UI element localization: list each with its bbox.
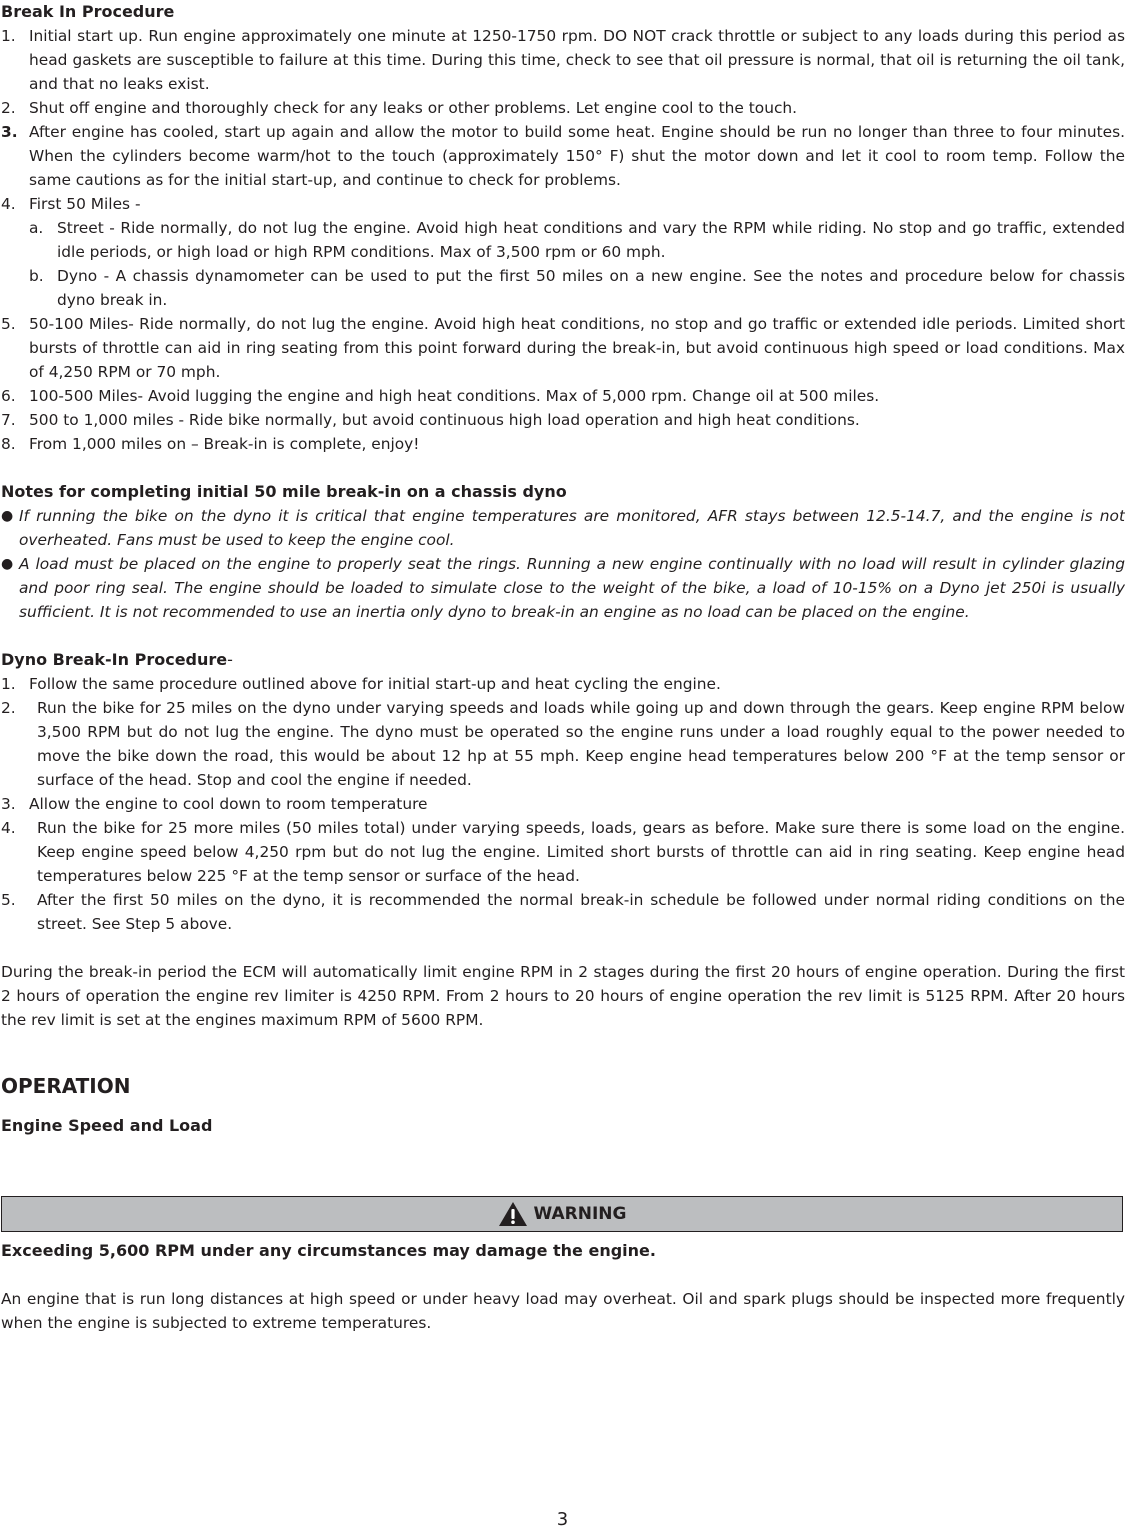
spacer <box>1 624 1125 648</box>
break-in-substep: a. Street - Ride normally, do not lug the engine. Avoid high heat conditions and vary the RPM while riding. No stop and go traffic, extended idle periods, or high load or high RPM conditions. Max of 3,500 rpm or 60 mph. <box>29 219 1125 261</box>
warning-label: WARNING <box>533 1204 627 1224</box>
break-in-step: 8. From 1,000 miles on – Break-in is complete, enjoy! <box>1 435 420 453</box>
warning-body <box>1 1239 1125 1335</box>
spacer <box>1 1263 1125 1287</box>
ecm-paragraph: During the break-in period the ECM will automatically limit engine RPM in 2 stages during the first 20 hours of engine operation. During the first 2 hours of operation the engine rev limiter is 4250 RPM. From 2 hours to 20 hours of engine operation the rev limit is 5125 RPM. After 20 hours the rev limit is set at the engines maximum RPM of 5600 RPM. <box>1 963 1125 1029</box>
notes-bullet: ● If running the bike on the dyno it is critical that engine temperatures are monitored, AFR stays between 12.5-14.7, and the engine is not overheated. Fans must be used to keep the engine cool. <box>1 504 1125 552</box>
break-in-step: 5. 50-100 Miles- Ride normally, do not lug the engine. Avoid high heat conditions, no stop and go traffic or extended idle periods. Limited short bursts of throttle can aid in ring seating from this point forward during the break-in, but avoid continuous high speed or load conditions. Max of 4,250 RPM or 70 mph. <box>1 315 1125 381</box>
break-in-step: 7. 500 to 1,000 miles - Ride bike normally, but avoid continuous high load operation and high heat conditions. <box>1 411 860 429</box>
break-in-step: 6. 100-500 Miles- Avoid lugging the engine and high heat conditions. Max of 5,000 rpm. Change oil at 500 miles. <box>1 387 880 405</box>
warning-banner <box>1 1196 1123 1232</box>
operation-heading: OPERATION <box>1 1074 131 1098</box>
dyno-heading: Dyno Break-In Procedure- <box>1 650 233 669</box>
break-in-step: 3. After engine has cooled, start up again and allow the motor to build some heat. Engine should be run no longer than three to four minutes. When the cylinders become warm/hot to the touch (approximately 150° F) shut the motor down and let it cool to room temp. Follow the same cautions as for the initial start-up, and continue to check for problems. <box>1 123 1125 189</box>
dyno-step: 5. After the first 50 miles on the dyno, it is recommended the normal break-in schedule be followed under normal riding conditions on the street. See Step 5 above. <box>1 891 1125 933</box>
break-in-step: 1. Initial start up. Run engine approximately one minute at 1250-1750 rpm. DO NOT crack throttle or subject to any loads during this period as head gaskets are susceptible to failure at this time. During this time, check to see that oil pressure is normal, that oil is returning the oil tank, and that no leaks exist. <box>1 27 1125 93</box>
document-page <box>1 0 1125 1138</box>
closing-paragraph: An engine that is run long distances at high speed or under heavy load may overheat. Oil and spark plugs should be inspected more frequently when the engine is subjected to extreme temperatures. <box>1 1290 1125 1332</box>
break-in-heading: Break In Procedure <box>1 2 175 21</box>
dyno-step: 4. Run the bike for 25 more miles (50 miles total) under varying speeds, loads, gears as before. Make sure there is some load on the engine. Keep engine speed below 4,250 rpm but do not lug the engine. Limited short bursts of throttle can aid in ring seating. Keep engine head temperatures below 225 °F at the temp sensor or surface of the head. <box>1 819 1125 885</box>
notes-heading: Notes for completing initial 50 mile break-in on a chassis dyno <box>1 482 567 501</box>
spacer <box>1 1100 1125 1114</box>
dyno-step: 1. Follow the same procedure outlined above for initial start-up and heat cycling the engine. <box>1 675 721 693</box>
spacer <box>1 1032 1125 1072</box>
bullet-dot-icon: ● <box>1 556 14 572</box>
engine-speed-heading: Engine Speed and Load <box>1 1116 213 1135</box>
dyno-step: 2. Run the bike for 25 miles on the dyno under varying speeds and loads while going up and down through the gears. Keep engine RPM below 3,500 RPM but do not lug the engine. The dyno must be operated so the engine runs under a load roughly equal to the power needed to move the bike down the road, this would be about 12 hp at 55 mph. Keep engine head temperatures below 200 °F at the temp sensor or surface of the head. Stop and cool the engine if needed. <box>1 699 1125 789</box>
notes-bullet: ● A load must be placed on the engine to properly seat the rings. Running a new engine continually with no load will result in cylinder glazing and poor ring seal. The engine should be loaded to simulate close to the weight of the bike, a load of 10-15% on a Dyno jet 250i is usually sufficient. It is not recommended to use an inertia only dyno to break-in an engine as no load can be placed on the engine. <box>1 552 1125 624</box>
warning-statement: Exceeding 5,600 RPM under any circumstances may damage the engine. <box>1 1241 656 1260</box>
page-number: 3 <box>556 1509 569 1530</box>
break-in-step: 2. Shut off engine and thoroughly check for any leaks or other problems. Let engine cool to the touch. <box>1 99 798 117</box>
warning-triangle-icon <box>498 1201 528 1227</box>
break-in-substep: b. Dyno - A chassis dynamometer can be used to put the first 50 miles on a new engine. See the notes and procedure below for chassis dyno break in. <box>29 267 1125 309</box>
spacer <box>1 456 1125 480</box>
bullet-dot-icon: ● <box>1 508 14 524</box>
spacer <box>1 936 1125 960</box>
break-in-step: 4. First 50 Miles - <box>1 195 141 213</box>
dyno-step: 3. Allow the engine to cool down to room temperature <box>1 795 428 813</box>
